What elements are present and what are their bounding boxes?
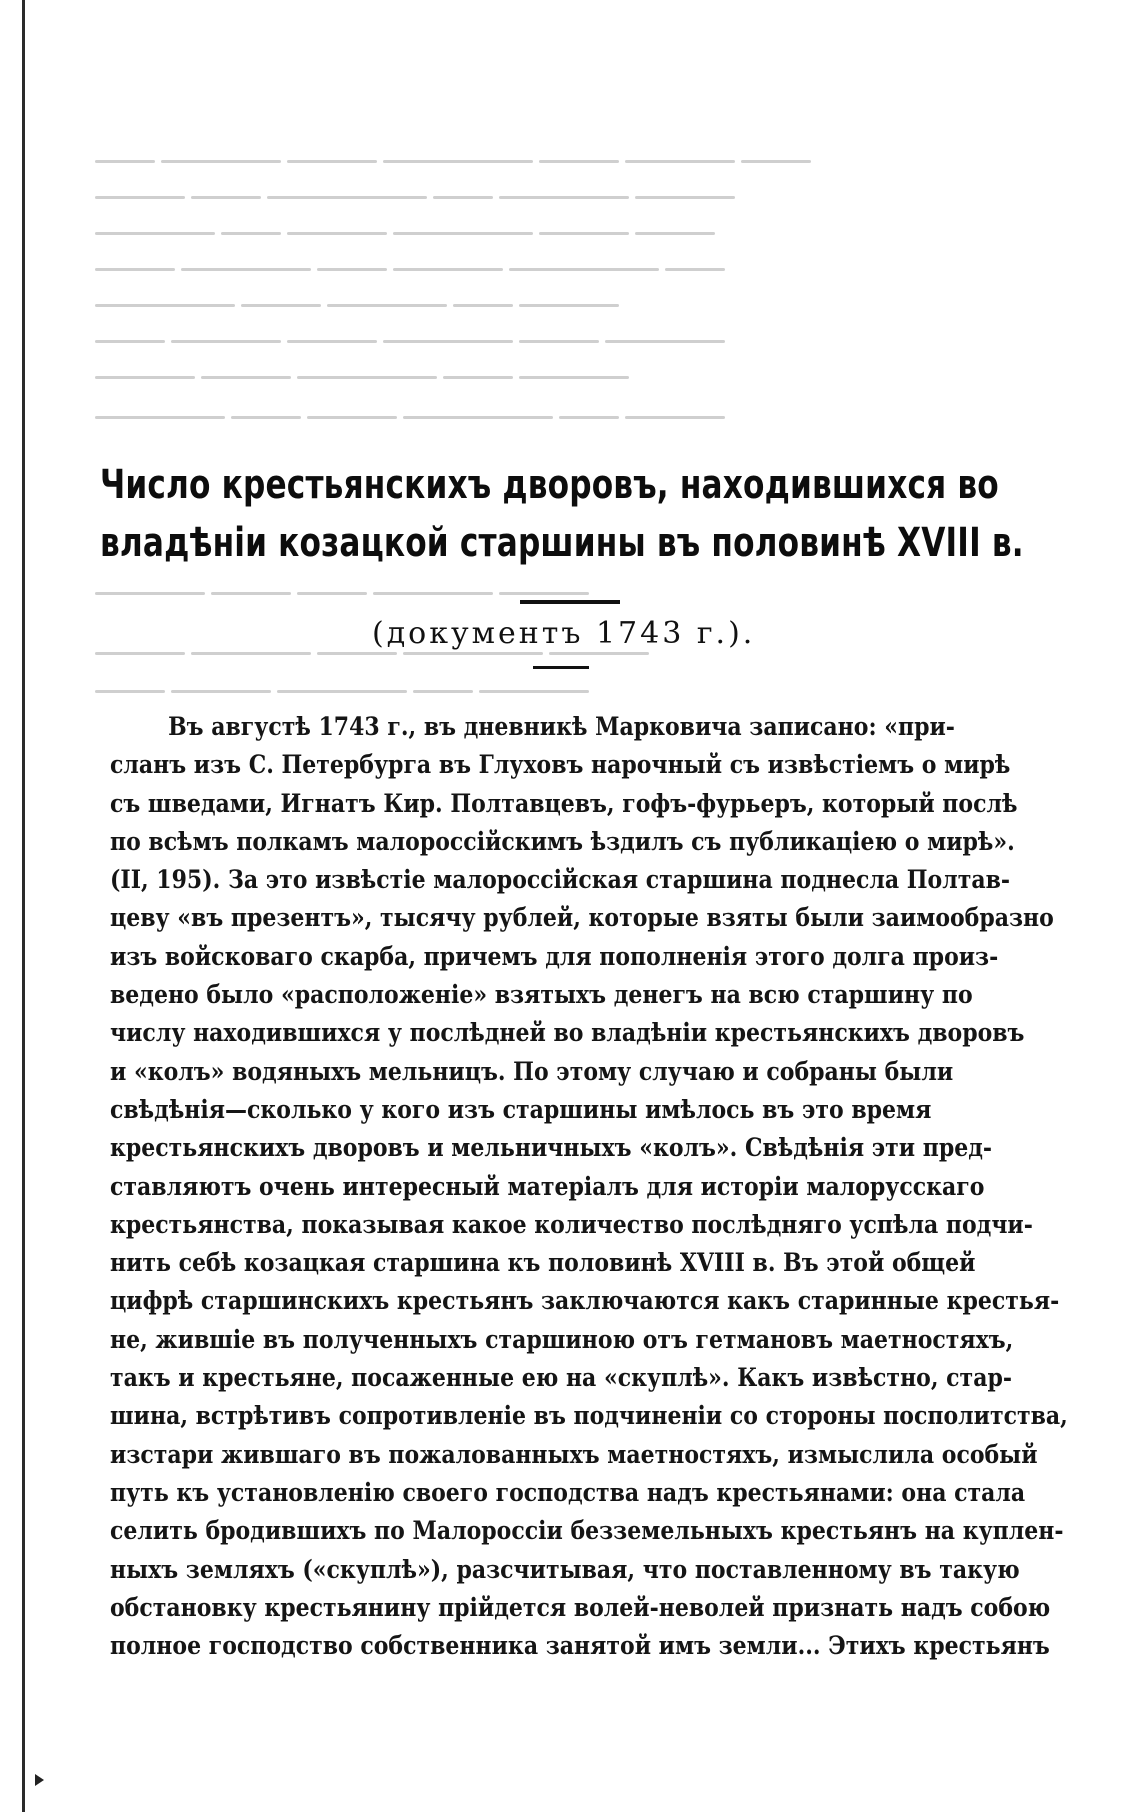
body-line: шина, встрѣтивъ сопротивленіе въ подчиненіи со стороны посполитства, <box>110 1401 1068 1431</box>
body-line: крестьянства, показывая какое количество послѣдняго успѣла подчи- <box>110 1209 1033 1239</box>
body-line: ведено было «расположеніе» взятыхъ денегъ на всю старшину по <box>110 980 973 1010</box>
body-line: цеву «въ презентъ», тысячу рублей, которые взяты были заимообразно <box>110 903 1054 933</box>
body-line: цифрѣ старшинскихъ крестьянъ заключаются какъ старинные крестья- <box>110 1286 1060 1316</box>
body-line: съ шведами, Игнатъ Кир. Полтавцевъ, гофъ-фурьеръ, который послѣ <box>110 788 1018 818</box>
body-paragraph <box>110 708 1068 1665</box>
body-line: такъ и крестьяне, посаженные ею на «скуплѣ». Какъ извѣстно, стар- <box>110 1363 1012 1393</box>
heading-line-1: Число крестьянскихъ дворовъ, находившихся во <box>100 462 999 508</box>
body-line: и «колъ» водяныхъ мельницъ. По этому случаю и собраны были <box>110 1056 954 1086</box>
body-line: селить бродившихъ по Малороссіи безземельныхъ крестьянъ на куплен- <box>110 1516 1064 1546</box>
body-line: свѣдѣнія—сколько у кого изъ старшины имѣлось въ это время <box>110 1094 932 1124</box>
heading-line-2: владѣніи козацкой старшины въ половинѣ XVIII в. <box>100 520 1024 566</box>
body-line: сланъ изъ С. Петербурга въ Глуховъ нарочный съ извѣстіемъ о мирѣ <box>110 750 1011 780</box>
body-line: нить себѣ козацкая старшина къ половинѣ XVIII в. Въ этой общей <box>110 1248 976 1278</box>
body-line: Въ августѣ 1743 г., въ дневникѣ Марковича записано: «при- <box>168 712 955 741</box>
body-line: полное господство собственника занятой имъ земли... Этихъ крестьянъ <box>110 1631 1050 1661</box>
body-line: ныхъ земляхъ («скуплѣ»), разсчитывая, что поставленному въ такую <box>110 1554 1020 1584</box>
body-line: обстановку крестьянину прійдется волей-неволей признать надъ собою <box>110 1592 1051 1622</box>
body-line: по всѣмъ полкамъ малороссійскимъ ѣздилъ съ публикаціею о мирѣ». <box>110 826 1015 856</box>
separator-rule-bottom <box>533 666 589 669</box>
article-heading <box>100 456 1024 572</box>
body-line: изъ войсковаго скарба, причемъ для пополненія этого долга произ- <box>110 941 999 971</box>
separator-rule-top <box>520 600 620 604</box>
body-line: (II, 195). За это извѣстіе малороссійская старшина поднесла Полтав- <box>110 865 1011 895</box>
body-line: числу находившихся у послѣдней во владѣніи крестьянскихъ дворовъ <box>110 1018 1025 1048</box>
document-subheading: (документъ 1743 г.). <box>372 616 756 651</box>
body-line: не, жившіе въ полученныхъ старшиною отъ гетмановъ маетностяхъ, <box>110 1324 1014 1354</box>
body-line: путь къ установленію своего господства надъ крестьянами: она стала <box>110 1477 1026 1507</box>
body-line: ставляютъ очень интересный матеріалъ для исторіи малорусскаго <box>110 1171 985 1201</box>
corner-arrow-mark <box>35 1774 44 1786</box>
body-line: изстари жившаго въ пожалованныхъ маетностяхъ, измыслила особый <box>110 1439 1038 1469</box>
body-line: крестьянскихъ дворовъ и мельничныхъ «колъ». Свѣдѣнія эти пред- <box>110 1133 993 1163</box>
page-edge-rule <box>22 0 25 1812</box>
